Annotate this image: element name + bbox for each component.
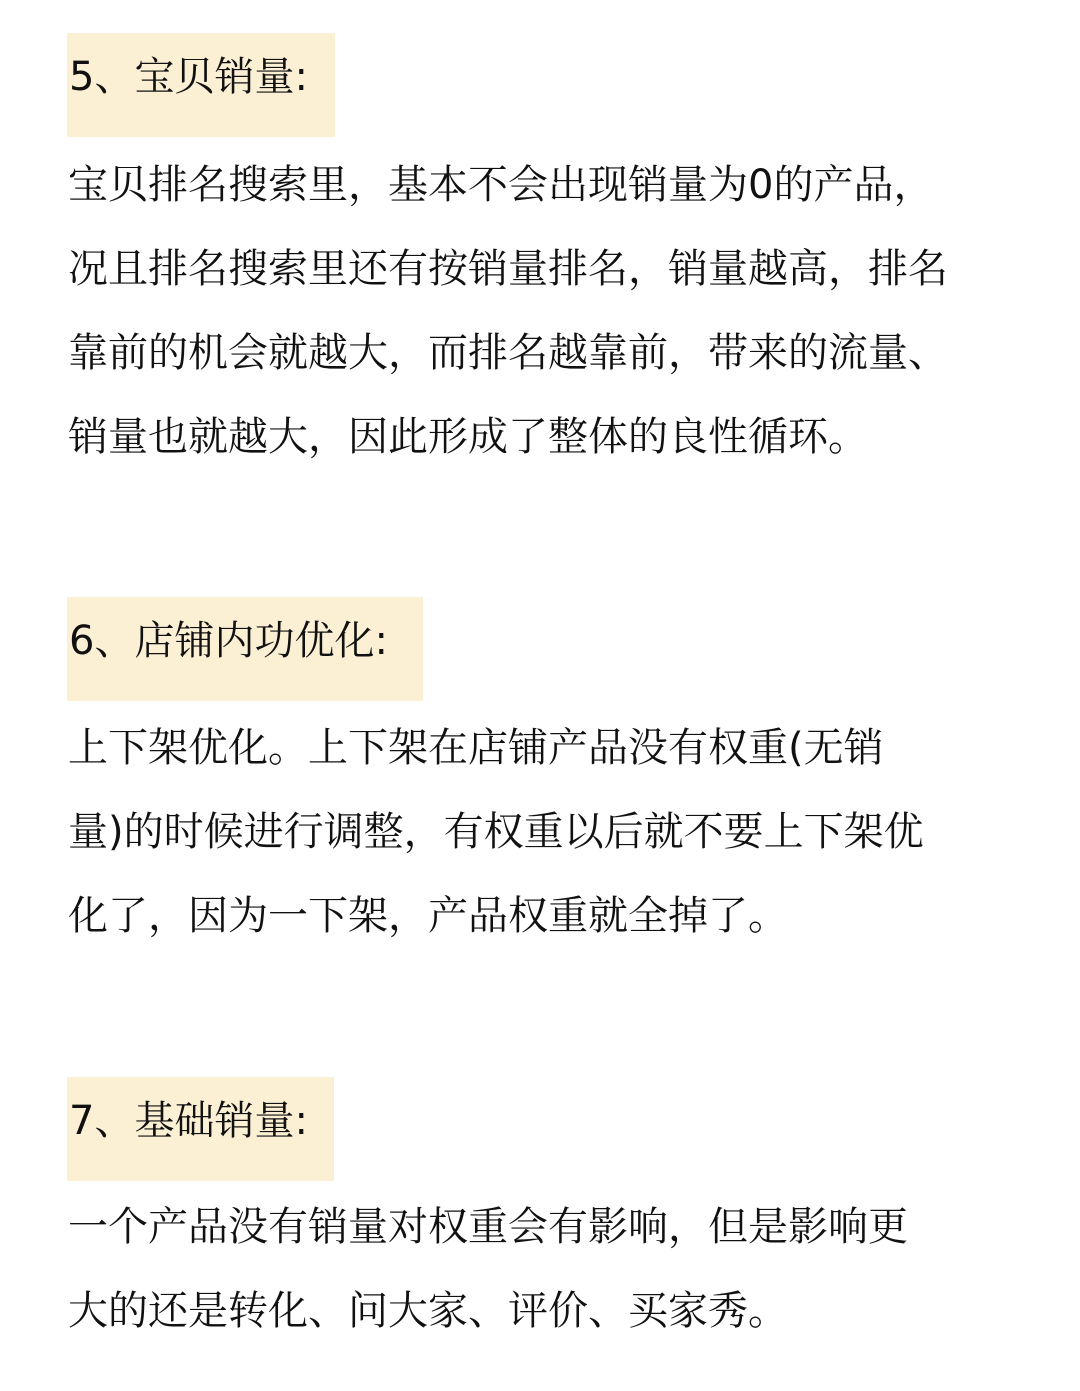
paragraph-line: 大的还是转化、问大家、评价、买家秀。 <box>68 1288 788 1334</box>
paragraph-line: 上下架优化。上下架在店铺产品没有权重(无销 <box>68 725 884 771</box>
section-6-paragraph <box>68 706 1028 958</box>
paragraph-line: 宝贝排名搜索里，基本不会出现销量为0的产品， <box>68 162 934 208</box>
section-5-heading: 5、宝贝销量: <box>67 33 335 137</box>
paragraph-line: 量)的时候进行调整，有权重以后就不要上下架优 <box>68 809 924 855</box>
section-6-heading: 6、店铺内功优化: <box>67 597 423 701</box>
paragraph-line: 一个产品没有销量对权重会有影响，但是影响更 <box>68 1204 908 1250</box>
paragraph-line: 靠前的机会就越大，而排名越靠前，带来的流量、 <box>68 330 948 376</box>
section-7-heading: 7、基础销量: <box>67 1077 334 1181</box>
section-5-paragraph <box>68 143 1028 479</box>
paragraph-line: 化了，因为一下架，产品权重就全掉了。 <box>68 893 788 939</box>
paragraph-line: 况且排名搜索里还有按销量排名，销量越高，排名 <box>68 246 948 292</box>
section-7-paragraph <box>68 1185 1028 1353</box>
paragraph-line: 销量也就越大，因此形成了整体的良性循环。 <box>68 414 868 460</box>
